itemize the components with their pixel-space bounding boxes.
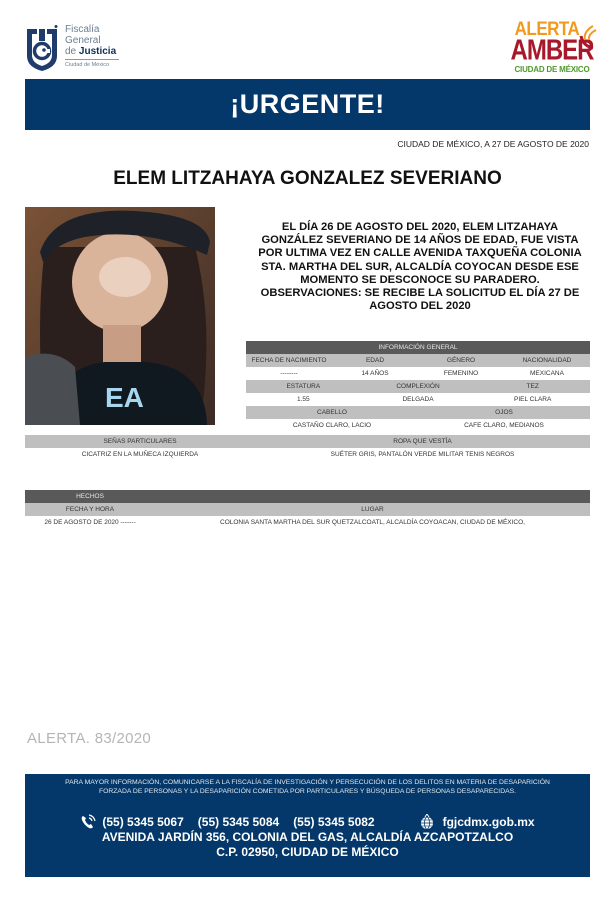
website-link[interactable]: fgjcdmx.gob.mx [442,814,535,829]
table-header-row [246,380,590,393]
footer-note [25,778,590,796]
fgj-line3-bold: Justicia [78,46,117,57]
fgj-logo [25,22,145,77]
header-senas-particulares: SEÑAS PARTICULARES [103,438,177,445]
value-complexion: DELGADA [402,396,434,403]
urgent-title: ¡URGENTE! [230,89,385,119]
fgj-line1: Fiscalía [65,24,100,35]
value-genero: FEMENINO [443,370,479,377]
phone-number-2[interactable]: (55) 5345 5084 [197,814,280,829]
value-ojos: CAFE CLARO, MEDIANOS [464,422,544,429]
table-header-row [246,406,590,419]
value-lugar: COLONIA SANTA MARTHA DEL SUR QUETZALCOATL, ALCALDÍA COYOACAN, CIUDAD DE MÉXICO, [220,519,525,526]
value-tez: PIEL CLARA [514,396,552,403]
missing-person-name: ELEM LITZAHAYA GONZALEZ SEVERIANO [113,168,502,189]
table-row [246,419,590,432]
footer-note-line1: PARA MAYOR INFORMACIÓN, COMUNICARSE A LA FISCALÍA DE INVESTIGACIÓN Y PERSECUCIÓN DE LOS DELITOS EN MATERIA DE DESAPARICIÓN [65,779,550,786]
header-ropa: ROPA QUE VESTÍA [393,438,452,445]
alert-number: ALERTA. 83/2020 [27,730,152,747]
address-line2: C.P. 02950, CIUDAD DE MÉXICO [216,845,399,859]
header-nacionalidad: NACIONALIDAD [522,357,572,364]
phone-number-1[interactable]: (55) 5345 5067 [102,814,184,829]
alerta-amber-logo [507,17,597,78]
phones-row [25,814,590,830]
contact-footer [25,774,590,877]
phone-icon [80,814,96,830]
header-estatura: ESTATURA [286,383,321,390]
dateline: CIUDAD DE MÉXICO, A 27 DE AGOSTO DE 2020 [397,139,589,149]
fgj-line2: General [65,35,101,46]
footer-note-line2: FORZADA DE PERSONAS Y LA DESAPARICIÓN COMETIDA POR PARTICULARES Y BÚSQUEDA DE PERSONAS DESAPARECIDAS. [98,788,517,795]
urgent-banner [25,79,590,130]
value-estatura: 1.55 [297,396,310,403]
amber-alerta-text: ALERTA [514,17,580,40]
table-row [246,367,590,380]
header-fecha-hora: FECHA Y HORA [65,506,115,513]
amber-city-text: CIUDAD DE MÉXICO [514,65,590,74]
hechos-table [25,490,590,529]
fgj-logo-text [65,24,145,69]
portrait-image [25,207,215,425]
disappearance-narrative: EL DÍA 26 DE AGOSTO DEL 2020, ELEM LITZAHAYA GONZÁLEZ SEVERIANO DE 14 AÑOS DE EDAD, FUE VISTA POR ULTIMA VEZ EN CALLE AVENIDA TAXQUEÑA COLONIA STA. MARTHA DEL SUR, ALCALDÍA COYOCAN DESDE ESE MOMENTO SE DESCONOCE SU PARADERO. OBSERVACIONES: SE RECIBE LA SOLICITUD EL DÍA 27 DE AGOSTO DEL 2020 [258,221,582,313]
phone-number-3[interactable]: (55) 5345 5082 [293,814,375,829]
fgj-line3 [65,46,145,57]
value-senas-particulares: CICATRIZ EN LA MUÑECA IZQUIERDA [81,451,199,458]
svg-text:EA: EA [105,382,144,413]
senas-header [25,435,590,448]
header-complexion: COMPLEXIÓN [396,383,440,390]
value-fecha-hora: 26 DE AGOSTO DE 2020 ------- [44,519,136,526]
header-tez: TEZ [526,383,539,390]
value-edad: 14 AÑOS [361,370,389,377]
address-line1: AVENIDA JARDÍN 356, COLONIA DEL GAS, ALCALDÍA AZCAPOTZALCO [101,830,514,844]
info-general-title: INFORMACIÓN GENERAL [378,344,458,351]
hechos-title: HECHOS [76,493,104,500]
table-header-row [25,503,590,516]
fgj-shield-icon [25,25,59,71]
signal-waves-icon [579,24,597,50]
header-lugar: LUGAR [361,506,384,513]
contact-block [25,814,590,860]
table-header-row [246,354,590,367]
globe-icon [419,814,435,830]
header-cabello: CABELLO [317,409,347,416]
amber-amber-text: AMBER [510,34,594,67]
header-fecha-nacimiento: FECHA DE NACIMIENTO [251,357,327,364]
website [419,814,535,830]
hechos-title-row [25,490,590,503]
fgj-line3-prefix: de [65,46,79,57]
senas-values [25,448,590,461]
header-edad: EDAD [365,357,385,364]
info-general-table [246,341,590,432]
table-row [246,393,590,406]
header-ojos: OJOS [495,409,513,416]
value-cabello: CASTAÑO CLARO, LACIO [292,422,372,429]
value-ropa: SUÉTER GRIS, PANTALÓN VERDE MILITAR TENIS NEGROS [330,451,515,458]
value-fecha-nacimiento: -------- [280,370,298,377]
info-general-title-row [246,341,590,354]
header-genero: GÉNERO [446,357,476,364]
table-row [25,516,590,529]
fgj-city: Ciudad de México [65,59,119,69]
missing-person-photo [25,207,215,425]
value-nacionalidad: MEXICANA [530,370,564,377]
